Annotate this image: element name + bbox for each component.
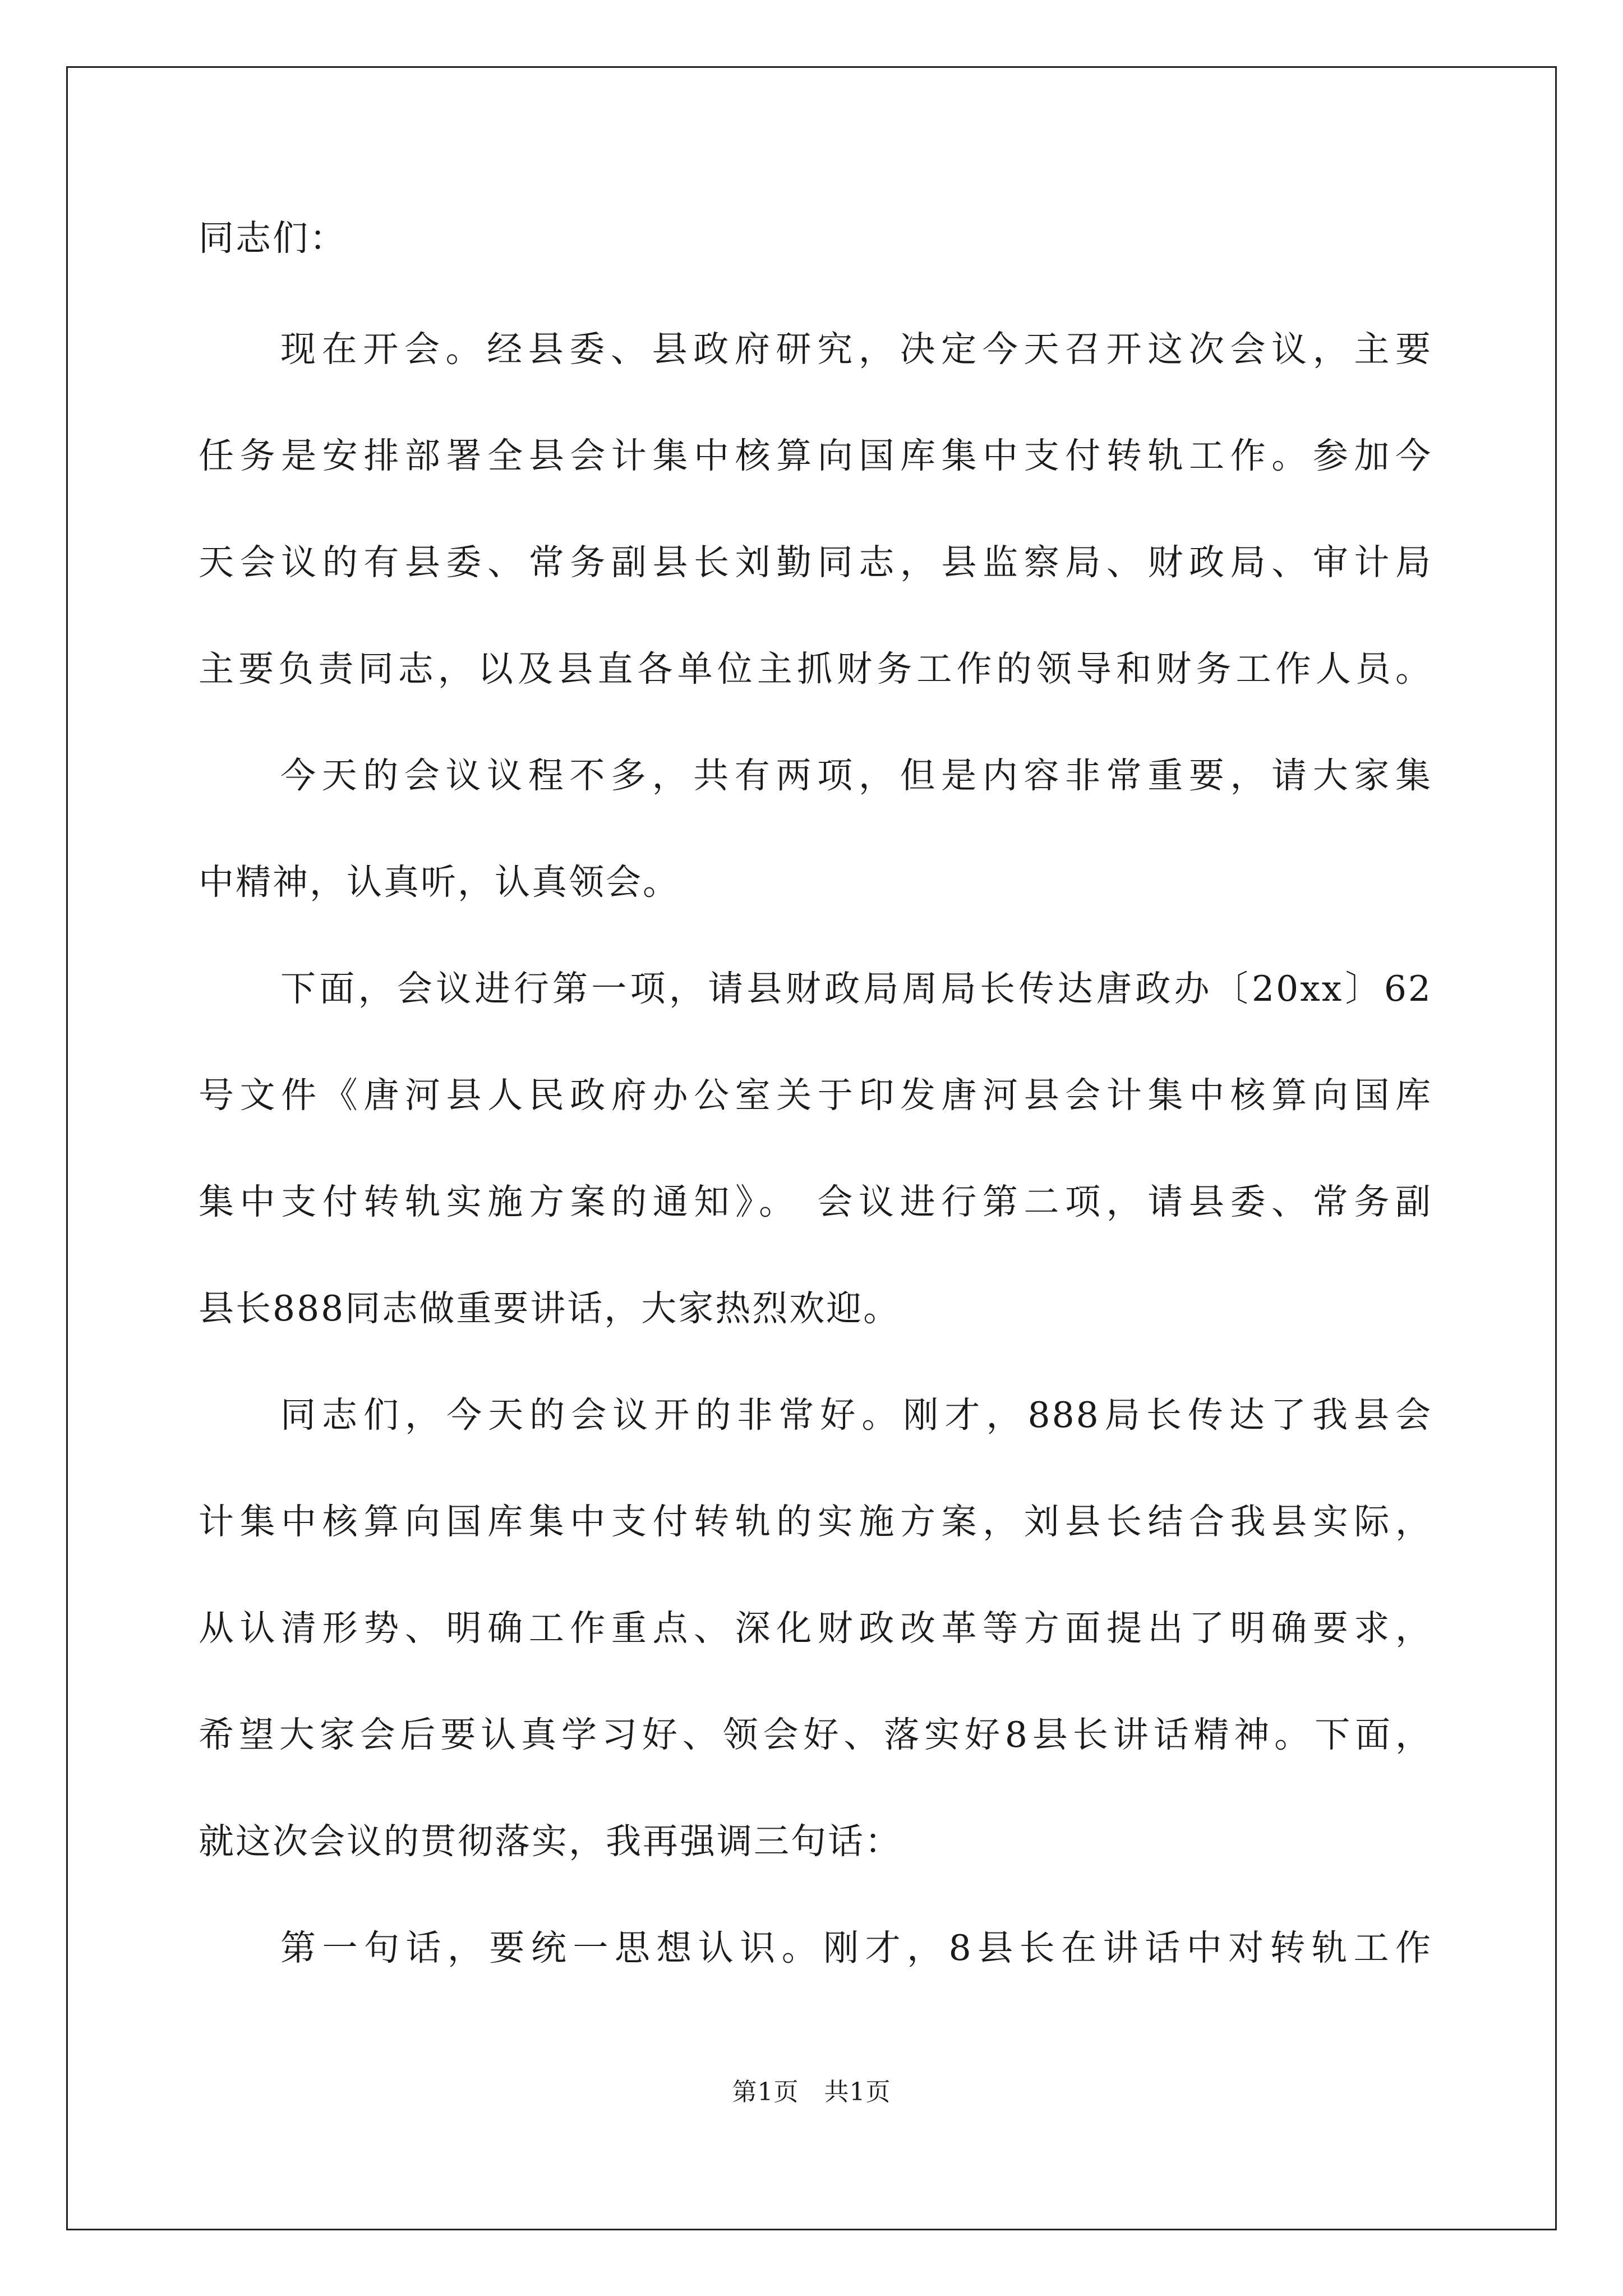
paragraph-line: 天会议的有县委、常务副县长刘勤同志，县监察局、财政局、审计局 xyxy=(199,542,1432,583)
paragraph-line: 任务是安排部署全县会计集中核算向国库集中支付转轨工作。参加今 xyxy=(199,435,1432,476)
paragraph-line: 中精神，认真听，认真领会。 xyxy=(199,862,680,903)
paragraph-line: 主要负责同志，以及县直各单位主抓财务工作的领导和财务工作人员。 xyxy=(199,648,1432,689)
paragraph-line: 计集中核算向国库集中支付转轨的实施方案，刘县长结合我县实际， xyxy=(199,1501,1432,1542)
paragraph-line: 今天的会议议程不多，共有两项，但是内容非常重要，请大家集 xyxy=(280,755,1432,796)
paragraph-line: 集中支付转轨实施方案的通知》。 会议进行第二项，请县委、常务副 xyxy=(199,1181,1432,1222)
paragraph-line: 希望大家会后要认真学习好、领会好、落实好8县长讲话精神。下面， xyxy=(199,1714,1432,1755)
paragraph-line: 县长888同志做重要讲话，大家热烈欢迎。 xyxy=(199,1288,901,1329)
paragraph-line: 下面，会议进行第一项，请县财政局周局长传达唐政办〔20xx〕62 xyxy=(280,968,1432,1009)
paragraph-line: 同志们，今天的会议开的非常好。刚才，888局长传达了我县会 xyxy=(280,1395,1432,1435)
paragraph-line: 就这次会议的贯彻落实，我再强调三句话： xyxy=(199,1821,902,1862)
paragraph-line: 号文件《唐河县人民政府办公室关于印发唐河县会计集中核算向国库 xyxy=(199,1075,1432,1116)
page-border xyxy=(66,66,1557,2230)
paragraph-line: 从认清形势、明确工作重点、深化财政改革等方面提出了明确要求， xyxy=(199,1608,1432,1649)
paragraph-line: 现在开会。经县委、县政府研究，决定今天召开这次会议，主要 xyxy=(280,329,1432,370)
paragraph-line: 第一句话，要统一思想认识。刚才，8县长在讲话中对转轨工作 xyxy=(280,1927,1432,1968)
page-number-footer: 第1页 共1页 xyxy=(732,2078,891,2106)
salutation-line: 同志们： xyxy=(199,218,347,259)
